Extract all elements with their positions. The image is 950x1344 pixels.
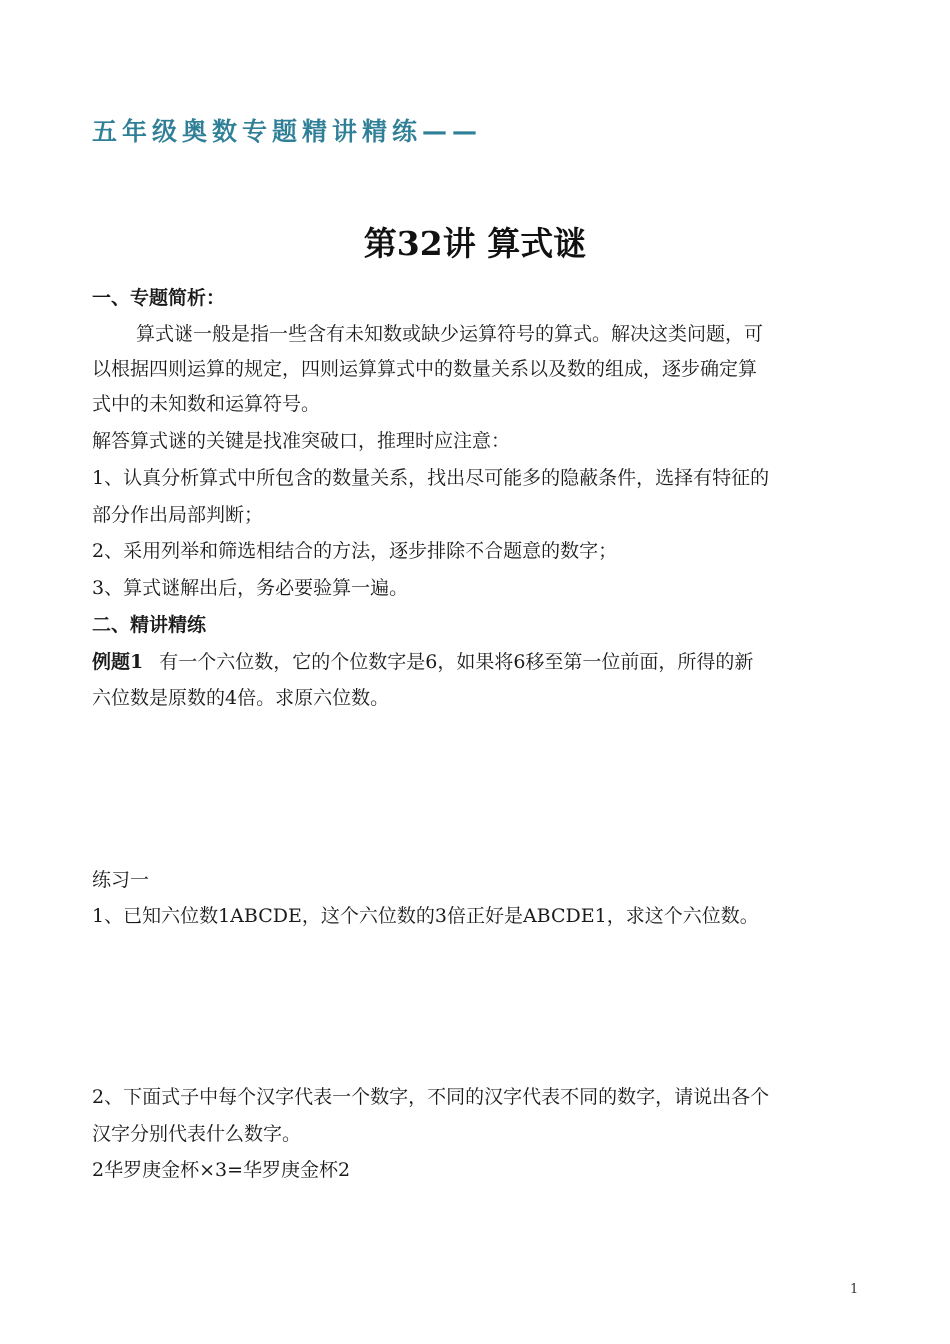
tip-2: 2、采用列举和筛选相结合的方法，逐步排除不合题意的数字； <box>92 540 618 562</box>
page-number: 1 <box>850 1282 859 1297</box>
example-1-line-1 <box>92 647 753 677</box>
practice-1-question-2-line-1: 2、下面式子中每个汉字代表一个数字，不同的汉字代表不同的数字，请说出各个 <box>92 1086 770 1108</box>
tip-1-line-2: 部分作出局部判断； <box>92 504 264 526</box>
example-1-label: 例题1 <box>92 651 144 673</box>
example-1-line-2: 六位数是原数的4倍。求原六位数。 <box>92 687 390 709</box>
practice-1-question-2-equation: 2华罗庚金杯×3=华罗庚金杯2 <box>92 1159 351 1181</box>
analysis-paragraph-line-1: 算式谜一般是指一些含有未知数或缺少运算符号的算式。解决这类问题，可 <box>136 323 764 345</box>
section-heading-analysis: 一、专题简析： <box>92 287 226 309</box>
key-point-line: 解答算式谜的关键是找准突破口，推理时应注意： <box>92 430 511 452</box>
series-title: 五年级奥数专题精讲精练—— <box>92 117 483 146</box>
practice-1-heading: 练习一 <box>92 869 150 891</box>
practice-1-question-2-line-2: 汉字分别代表什么数字。 <box>92 1123 302 1145</box>
practice-1-question-1: 1、已知六位数1ABCDE，这个六位数的3倍正好是ABCDE1，求这个六位数。 <box>92 905 759 927</box>
section-heading-practice: 二、精讲精练 <box>92 614 207 636</box>
lecture-title: 第32讲 算式谜 <box>363 224 587 263</box>
analysis-paragraph-line-2: 以根据四则运算的规定，四则运算算式中的数量关系以及数的组成，逐步确定算 <box>92 358 758 380</box>
tip-3: 3、算式谜解出后，务必要验算一遍。 <box>92 577 409 599</box>
tip-1-line-1: 1、认真分析算式中所包含的数量关系，找出尽可能多的隐蔽条件，选择有特征的 <box>92 467 770 489</box>
example-1-text: 有一个六位数，它的个位数字是6，如果将6移至第一位前面，所得的新 <box>159 651 754 673</box>
analysis-paragraph-line-3: 式中的未知数和运算符号。 <box>92 393 321 415</box>
